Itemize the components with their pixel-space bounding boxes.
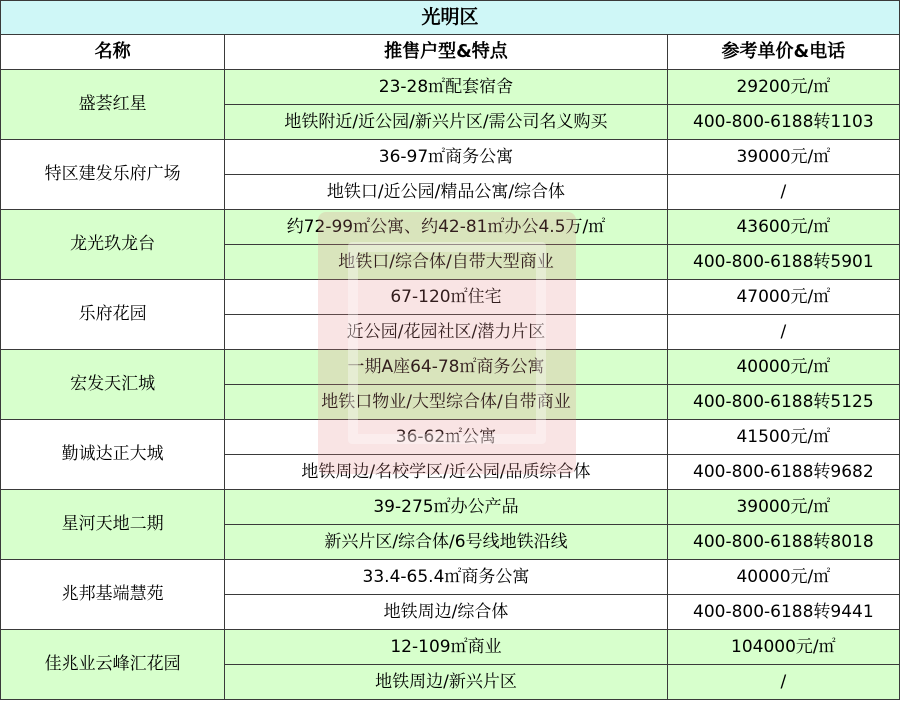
table-row [1,210,900,245]
property-highlights: 近公园/花园社区/潜力片区 [225,315,667,350]
property-feature: 67-120㎡住宅 [225,280,667,315]
table-row [1,140,900,175]
table-row [1,350,900,385]
table-row [1,560,900,595]
property-price: 43600元/㎡ [667,210,899,245]
table-title: 光明区 [1,1,900,35]
property-phone: / [667,665,899,700]
property-name: 乐府花园 [1,280,225,350]
property-price: 39000元/㎡ [667,140,899,175]
property-feature: 33.4-65.4㎡商务公寓 [225,560,667,595]
property-highlights: 新兴片区/综合体/6号线地铁沿线 [225,525,667,560]
property-feature: 一期A座64-78㎡商务公寓 [225,350,667,385]
header-price: 参考单价&电话 [667,35,899,70]
table-row [1,490,900,525]
property-feature: 36-62㎡公寓 [225,420,667,455]
property-feature: 12-109㎡商业 [225,630,667,665]
property-name: 特区建发乐府广场 [1,140,225,210]
property-name: 勤诚达正大城 [1,420,225,490]
property-price: 41500元/㎡ [667,420,899,455]
table-row [1,280,900,315]
property-price: 40000元/㎡ [667,560,899,595]
table-row [1,420,900,455]
property-price: 104000元/㎡ [667,630,899,665]
property-price: 40000元/㎡ [667,350,899,385]
property-feature: 23-28㎡配套宿舍 [225,70,667,105]
property-phone: 400-800-6188转1103 [667,105,899,140]
property-phone: 400-800-6188转5901 [667,245,899,280]
property-highlights: 地铁口物业/大型综合体/自带商业 [225,385,667,420]
property-name: 兆邦基端慧苑 [1,560,225,630]
property-phone: 400-800-6188转8018 [667,525,899,560]
header-feature: 推售户型&特点 [225,35,667,70]
property-phone: / [667,315,899,350]
property-price: 39000元/㎡ [667,490,899,525]
property-name: 宏发天汇城 [1,350,225,420]
property-highlights: 地铁附近/近公园/新兴片区/需公司名义购买 [225,105,667,140]
property-highlights: 地铁口/综合体/自带大型商业 [225,245,667,280]
table-row [1,630,900,665]
header-name: 名称 [1,35,225,70]
property-highlights: 地铁口/近公园/精品公寓/综合体 [225,175,667,210]
property-feature: 约72-99㎡公寓、约42-81㎡办公4.5万/㎡ [225,210,667,245]
property-highlights: 地铁周边/名校学区/近公园/品质综合体 [225,455,667,490]
header-row [1,35,900,70]
property-name: 龙光玖龙台 [1,210,225,280]
title-row [1,1,900,35]
property-name: 佳兆业云峰汇花园 [1,630,225,700]
property-phone: / [667,175,899,210]
property-phone: 400-800-6188转9441 [667,595,899,630]
property-phone: 400-800-6188转5125 [667,385,899,420]
property-name: 星河天地二期 [1,490,225,560]
property-highlights: 地铁周边/新兴片区 [225,665,667,700]
property-feature: 36-97㎡商务公寓 [225,140,667,175]
property-feature: 39-275㎡办公产品 [225,490,667,525]
property-name: 盛荟红星 [1,70,225,140]
property-price: 29200元/㎡ [667,70,899,105]
property-price: 47000元/㎡ [667,280,899,315]
table-row [1,70,900,105]
property-phone: 400-800-6188转9682 [667,455,899,490]
property-highlights: 地铁周边/综合体 [225,595,667,630]
